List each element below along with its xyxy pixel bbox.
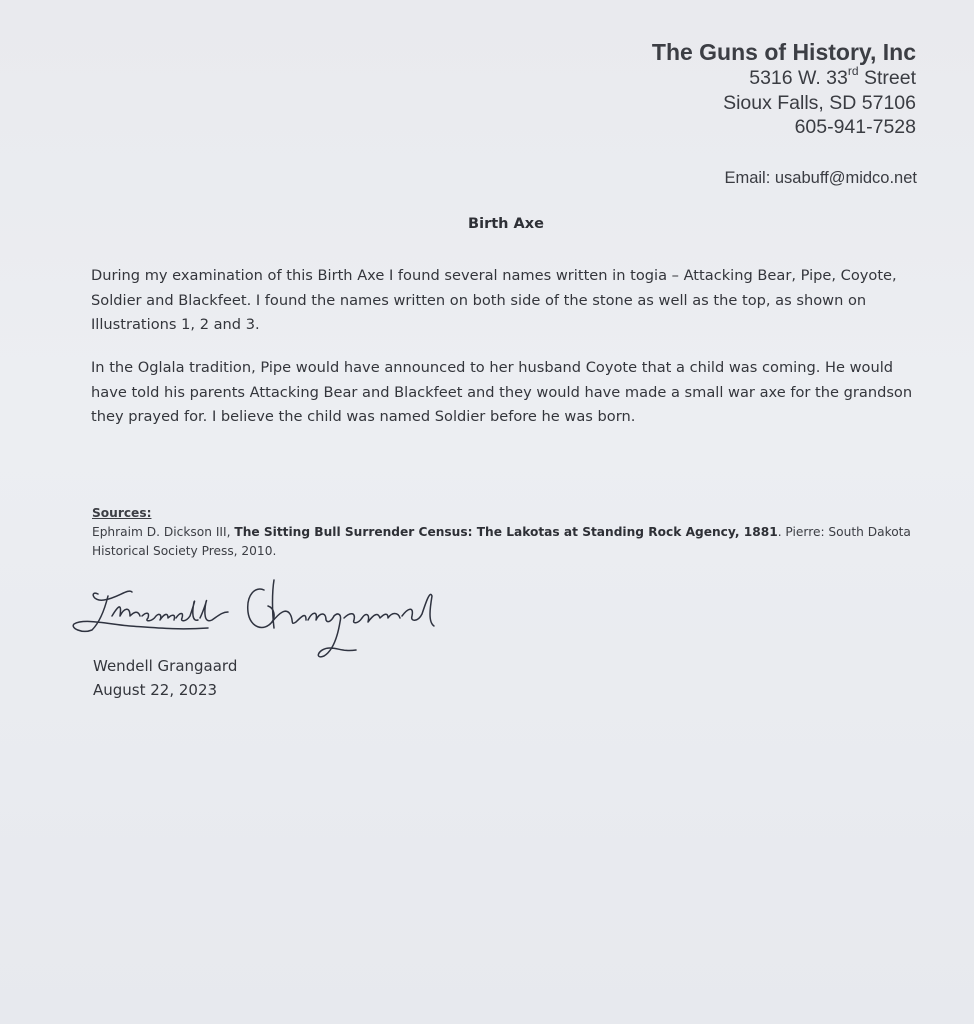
citation-publication: . Pierre: South Dakota Historical Society Press, 2010. <box>92 525 911 558</box>
city-state-zip: Sioux Falls, SD 57106 <box>723 91 916 114</box>
street-name: Street <box>858 67 916 89</box>
email-line: Email: usabuff@midco.net <box>724 169 917 187</box>
street-number: 5316 W. 33 <box>749 67 848 89</box>
signer-name: Wendell Grangaard <box>93 657 238 675</box>
sources-section <box>92 504 922 561</box>
citation-title: The Sitting Bull Surrender Census: The Lakotas at Standing Rock Agency, 1881 <box>234 525 778 539</box>
body-paragraph-1: During my examination of this Birth Axe I found several names written in togia – Attacking Bear, Pipe, Coyote, Soldier and Blackfeet. I found the names written on both side of the stone as well as the top, as shown on Illustrations 1, 2 and 3. <box>91 267 897 333</box>
citation-author: Ephraim D. Dickson III, <box>92 525 235 539</box>
document-title: Birth Axe <box>468 216 544 232</box>
street-address <box>652 63 916 91</box>
source-citation <box>92 523 922 561</box>
letterhead <box>652 38 916 140</box>
sources-heading: Sources: <box>92 506 152 520</box>
phone-number: 605-941-7528 <box>794 116 916 138</box>
signer-block <box>93 654 237 702</box>
signature-date: August 22, 2023 <box>93 681 218 699</box>
company-name: The Guns of History, Inc <box>651 39 916 65</box>
body-paragraph-2: In the Oglala tradition, Pipe would have announced to her husband Coyote that a child was coming. He would have told his parents Attacking Bear and Blackfeet and they would have made a small war axe for the grandson they prayed for. I believe the child was named Soldier before he was born. <box>91 359 913 425</box>
street-ordinal-suffix: rd <box>847 63 859 78</box>
